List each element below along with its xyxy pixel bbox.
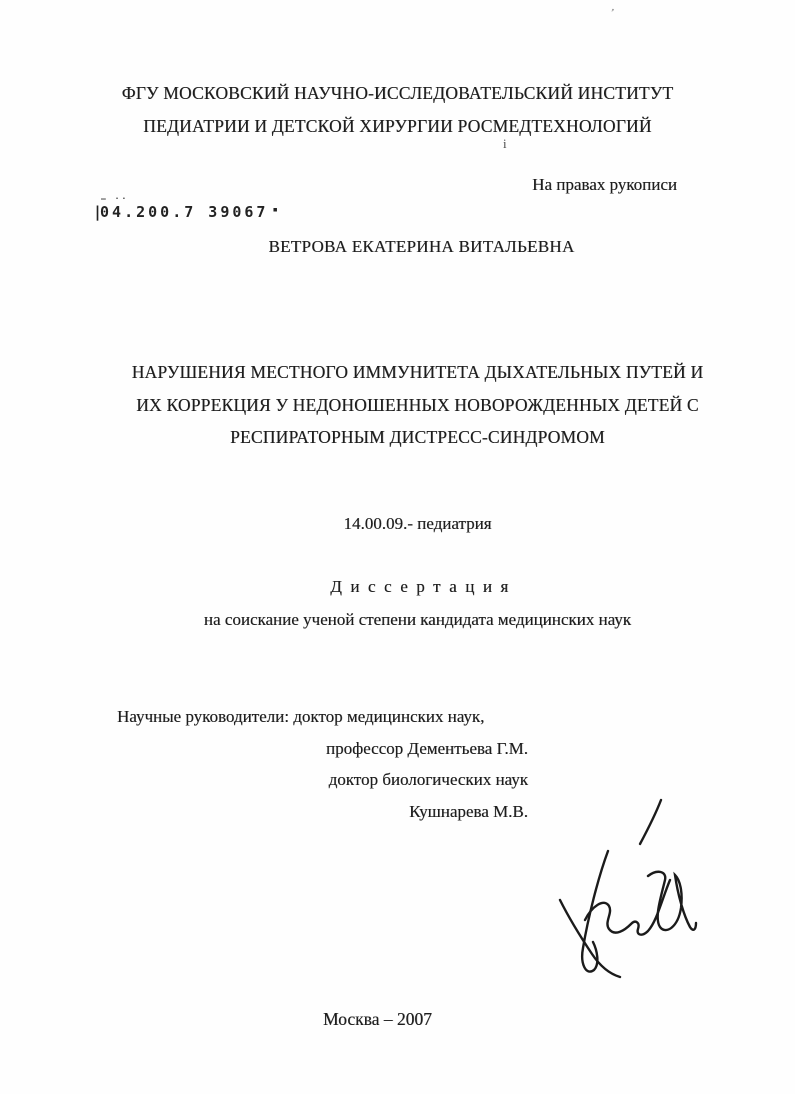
institution-header — [0, 77, 795, 143]
title-line-1: НАРУШЕНИЯ МЕСТНОГО ИММУНИТЕТА ДЫХАТЕЛЬНЫХ ПУТЕЙ И — [131, 362, 704, 382]
document-type: Диссертация — [330, 577, 517, 596]
supervisors-line-3: доктор биологических наук — [328, 770, 528, 789]
dissertation-title — [0, 356, 795, 454]
stamp-prefix-mark: | — [93, 203, 103, 221]
handwritten-signature — [530, 780, 760, 1010]
author-name: ВЕТРОВА ЕКАТЕРИНА ВИТАЛЬЕВНА — [268, 237, 575, 256]
scan-artifact-top-tick: ’ — [608, 6, 616, 20]
manuscript-rights-note: На правах рукописи — [532, 175, 677, 194]
supervisors-line-1: Научные руководители: доктор медицинских наук, — [117, 707, 485, 726]
supervisors-block — [117, 701, 528, 827]
title-line-3: РЕСПИРАТОРНЫМ ДИСТРЕСС-СИНДРОМОМ — [230, 427, 605, 447]
degree-pursuit-line: на соискание ученой степени кандидата медицинских наук — [203, 610, 632, 629]
title-line-2: ИХ КОРРЕКЦИЯ У НЕДОНОШЕННЫХ НОВОРОЖДЕННЫХ ДЕТЕЙ С — [136, 394, 699, 415]
scan-artifact-mid-tick: i — [503, 136, 507, 151]
institution-line-2: ПЕДИАТРИИ И ДЕТСКОЙ ХИРУРГИИ РОСМЕДТЕХНОЛОГИЙ — [143, 116, 652, 136]
city-year-footer: Москва – 2007 — [323, 1009, 432, 1029]
specialty-code: 14.00.09.- педиатрия — [343, 514, 492, 533]
supervisors-line-2: профессор Дементьева Г.М. — [325, 738, 528, 758]
stamp-number: 04.200.7 39067 — [100, 203, 269, 221]
stamp-end-mark: ▪ — [272, 205, 281, 215]
signature-graphic — [530, 780, 760, 1010]
supervisors-line-4: Кушнарева М.В. — [409, 801, 528, 821]
stamp-top-marks: – ·· — [101, 194, 129, 203]
institution-line-1: ФГУ МОСКОВСКИЙ НАУЧНО-ИССЛЕДОВАТЕЛЬСКИЙ ИНСТИТУТ — [121, 83, 674, 103]
inventory-stamp — [93, 194, 281, 221]
